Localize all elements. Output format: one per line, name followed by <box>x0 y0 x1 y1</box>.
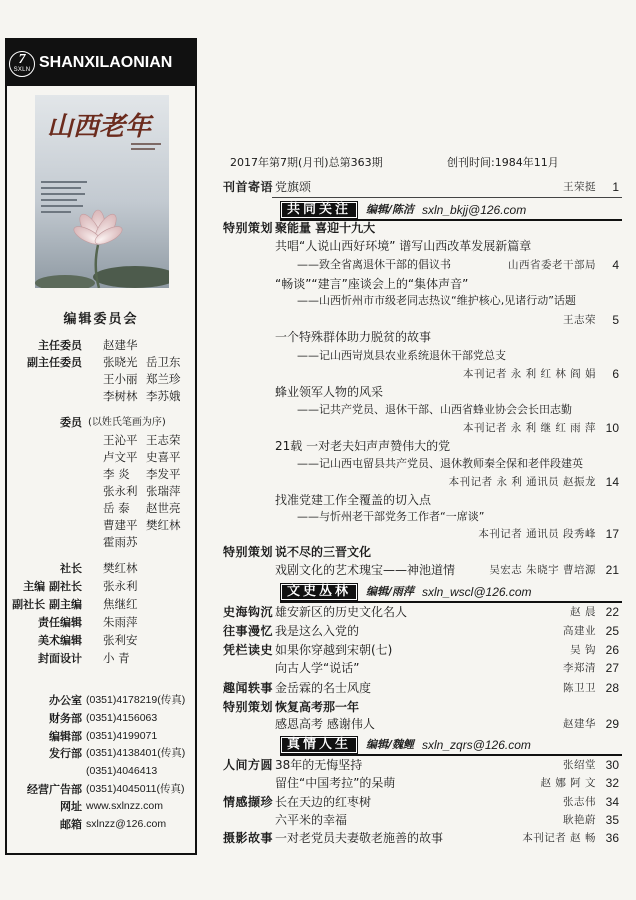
section-email: sxln_bkjj@126.com <box>422 203 527 217</box>
toc-entry <box>215 756 622 774</box>
toc-page: 28 <box>605 681 619 695</box>
staff-name: 张永利 <box>103 579 138 593</box>
toc-entry <box>215 715 622 733</box>
toc-title: 感恩高考 感谢伟人 <box>275 717 375 731</box>
toc-title: 长在天边的红枣树 <box>275 795 372 809</box>
toc-title: 恢复高考那一年 <box>275 700 360 714</box>
toc-feature-heading <box>215 698 622 716</box>
toc-title: 我是这么入党的 <box>275 624 360 638</box>
board-note: (以姓氏笔画为序) <box>88 417 166 428</box>
toc-author: 张绍堂 <box>563 759 596 771</box>
toc-title: 蜂业领军人物的风采 <box>275 385 384 399</box>
board-row-chair <box>0 337 200 354</box>
toc-feature-heading <box>215 543 622 561</box>
toc-category: 特别策划 <box>223 700 274 714</box>
section-editor: 编辑/魏鲤 <box>366 738 415 751</box>
toc-title: 找准党建工作全覆盖的切入点 <box>275 493 432 507</box>
board-name: 赵世亮 <box>146 501 181 515</box>
staff-label: 副社长 副主编 <box>12 598 82 611</box>
toc-page: 4 <box>612 258 619 272</box>
board-label: 副主任委员 <box>27 356 82 369</box>
toc-category: 特别策划 <box>223 221 274 235</box>
toc-entry <box>215 811 622 829</box>
toc-entry <box>215 603 622 621</box>
toc-page: 36 <box>605 831 619 845</box>
board-row-members <box>0 534 200 551</box>
toc-title: 一个特殊群体助力脱贫的故事 <box>275 330 432 344</box>
toc-entry-line <box>215 311 622 329</box>
board-name: 樊红林 <box>146 518 181 532</box>
contact-label: 财务部 <box>49 712 82 725</box>
toc-entry <box>215 774 622 792</box>
toc-author: 山西省委老干部局 <box>508 259 596 271</box>
contact-row <box>0 816 200 833</box>
board-row-members <box>0 517 200 534</box>
board-name: 李苏娥 <box>146 389 181 403</box>
staff-row <box>0 578 200 595</box>
toc-category: 刊首寄语 <box>223 180 274 194</box>
board-row-members <box>0 483 200 500</box>
toc-title: 38年的无悔坚持 <box>275 758 363 772</box>
board-name: 霍雨苏 <box>103 535 138 549</box>
toc-page: 25 <box>605 624 619 638</box>
board-name: 史喜平 <box>146 450 181 464</box>
toc-author: 本刊记者 永 利 红 林 阎 娟 <box>462 368 596 380</box>
board-row-vice <box>0 371 200 388</box>
toc-entry-line <box>215 365 622 383</box>
logo-mark-number: 7 <box>18 52 26 67</box>
toc-page: 14 <box>605 475 619 489</box>
staff-name: 张利安 <box>103 633 138 647</box>
contact-phone: (0351)4138401(传真) <box>86 747 186 759</box>
toc-title: 党旗颂 <box>275 180 312 194</box>
board-name: 王小丽 <box>103 372 138 386</box>
toc-category: 人间方圆 <box>223 758 274 772</box>
toc-entry <box>215 178 622 196</box>
toc-title: 一对老党员夫妻敬老施善的故事 <box>275 831 444 845</box>
board-row-members <box>0 432 200 449</box>
board-row-members <box>0 466 200 483</box>
cover-title: 山西老年 <box>47 112 152 142</box>
toc-subtitle: ——山西忻州市市级老同志热议“维护核心,见诸行动”话题 <box>297 294 576 307</box>
contact-label: 发行部 <box>49 747 82 760</box>
toc-title: “畅谈”“建言”座谈会上的“集体声音” <box>275 277 469 291</box>
toc-feature-heading <box>215 219 622 237</box>
toc-entry-line <box>215 473 622 491</box>
toc-title: 共唱“人说山西好环境” 谱写山西改革发展新篇章 <box>275 239 532 253</box>
staff-name: 樊红林 <box>103 561 138 575</box>
toc-category: 凭栏读史 <box>223 643 274 657</box>
toc-author: 赵 晨 <box>570 606 596 618</box>
toc-entry <box>215 622 622 640</box>
board-name: 李发平 <box>146 467 181 481</box>
toc-entry <box>215 679 622 697</box>
toc-subtitle: ——致全省离退休干部的倡议书 <box>297 258 451 271</box>
toc-entry <box>215 275 622 293</box>
board-name: 张瑞萍 <box>146 484 181 498</box>
section-editor: 编辑/雨萍 <box>366 585 415 598</box>
board-label: 主任委员 <box>38 339 82 352</box>
toc-entry <box>215 641 622 659</box>
toc-page: 29 <box>605 717 619 731</box>
board-name: 李树林 <box>103 389 138 403</box>
contact-phone: (0351)4199071 <box>86 730 158 742</box>
staff-row <box>0 560 200 577</box>
divider <box>272 197 622 198</box>
toc-entry <box>215 491 622 509</box>
toc-author: 王荣挺 <box>563 181 596 193</box>
founded-date: 创刊时间:1984年11月 <box>447 156 559 169</box>
toc-category: 情感撷珍 <box>223 795 274 809</box>
toc-page: 27 <box>605 661 619 675</box>
toc-entry-line <box>215 508 622 526</box>
toc-author: 赵 娜 阿 文 <box>540 777 596 789</box>
contact-row <box>0 692 200 709</box>
toc-page: 5 <box>612 313 619 327</box>
contact-row <box>0 763 200 780</box>
toc-subtitle: ——与忻州老干部党务工作者“一席谈” <box>297 510 485 523</box>
toc-author: 吴 钩 <box>570 644 596 656</box>
staff-row <box>0 650 200 667</box>
toc-entry <box>215 829 622 847</box>
toc-author: 吴宏志 朱晓宇 曹培源 <box>489 564 596 576</box>
staff-label: 封面设计 <box>38 652 82 665</box>
toc-entry <box>215 383 622 401</box>
board-name: 李 炎 <box>103 467 130 481</box>
toc-title: 戏剧文化的艺术瑰宝——神池道情 <box>275 563 456 577</box>
brand-name: SHANXILAONIAN <box>39 54 173 71</box>
toc-entry-line <box>215 455 622 473</box>
board-row-vice <box>0 388 200 405</box>
section-name: 真情人生 <box>280 736 358 754</box>
cover-image <box>35 95 169 288</box>
section-email: sxln_zqrs@126.com <box>422 738 531 752</box>
toc-page: 6 <box>612 367 619 381</box>
contact-phone: (0351)4045011(传真) <box>86 783 185 795</box>
editorial-board-heading: 编辑委员会 <box>63 312 139 327</box>
toc-page: 34 <box>605 795 619 809</box>
toc-category: 往事漫忆 <box>223 624 274 638</box>
toc-category: 特别策划 <box>223 545 274 559</box>
logo-circle-icon <box>9 51 35 77</box>
email-address: sxlnzz@126.com <box>86 818 167 830</box>
toc-author: 李郑清 <box>563 662 596 674</box>
toc-author: 耿艳蔚 <box>563 814 596 826</box>
board-row-members <box>0 500 200 517</box>
board-name: 王沁平 <box>103 433 138 447</box>
toc-title: 向古人学“说话” <box>275 661 360 675</box>
board-label: 委员 <box>60 416 82 429</box>
toc-title: 如果你穿越到宋朝(七) <box>275 643 393 657</box>
toc-subtitle: ——记山西屯留县共产党员、退休教师秦全保和老伴段建英 <box>297 457 583 470</box>
toc-page: 17 <box>605 527 619 541</box>
website-url: www.sxlnzz.com <box>86 800 164 812</box>
toc-author: 本刊记者 赵 畅 <box>522 832 596 844</box>
board-row-members <box>0 449 200 466</box>
toc-entry <box>215 561 622 579</box>
staff-name: 焦继红 <box>103 597 138 611</box>
board-name: 岳卫东 <box>146 355 181 369</box>
toc-title: 雄安新区的历史文化名人 <box>275 605 408 619</box>
board-name: 赵建华 <box>103 338 138 352</box>
contact-label: 编辑部 <box>49 730 82 743</box>
toc-author: 本刊记者 永 利 继 红 雨 萍 <box>462 422 596 434</box>
contact-phone: (0351)4178219(传真) <box>86 694 186 706</box>
staff-name: 朱雨萍 <box>103 615 138 629</box>
board-name: 张晓光 <box>103 355 138 369</box>
toc-entry-line <box>215 525 622 543</box>
toc-page: 30 <box>605 758 619 772</box>
board-row-vice <box>0 354 200 371</box>
staff-row <box>0 596 200 613</box>
toc-subtitle: ——记山西岢岚县农业系统退休干部党总支 <box>297 349 506 362</box>
toc-page: 22 <box>605 605 619 619</box>
toc-page: 35 <box>605 813 619 827</box>
toc-page: 10 <box>605 421 619 435</box>
toc-entry-line <box>215 347 622 365</box>
board-row-members <box>0 414 200 431</box>
toc-category: 史海钩沉 <box>223 605 274 619</box>
toc-title: 六平米的幸福 <box>275 813 348 827</box>
toc-author: 本刊记者 通讯员 段秀峰 <box>478 528 596 540</box>
section-banner <box>280 201 622 221</box>
logo-mark-letters: SXLN <box>13 67 31 73</box>
staff-row <box>0 632 200 649</box>
board-name: 曹建平 <box>103 518 138 532</box>
staff-label: 社长 <box>60 562 82 575</box>
board-name: 岳 泰 <box>103 501 130 515</box>
section-editor: 编辑/陈洁 <box>366 203 415 216</box>
toc-category: 摄影故事 <box>223 831 274 845</box>
contact-label: 经营广告部 <box>27 783 82 796</box>
toc-title: 聚能量 喜迎十九大 <box>275 221 376 235</box>
contact-row <box>0 710 200 727</box>
toc-entry <box>215 659 622 677</box>
toc-entry <box>215 793 622 811</box>
toc-title: 说不尽的三晋文化 <box>275 545 372 559</box>
toc-page: 1 <box>612 180 619 194</box>
toc-entry <box>215 328 622 346</box>
toc-subtitle: ——记共产党员、退休干部、山西省蜂业协会会长田志勤 <box>297 403 572 416</box>
contact-phone: (0351)4156063 <box>86 712 158 724</box>
toc-page: 32 <box>605 776 619 790</box>
toc-page: 21 <box>605 563 619 577</box>
toc-entry-line <box>215 419 622 437</box>
staff-label: 责任编辑 <box>38 616 82 629</box>
toc-title: 21载 一对老夫妇声声赞伟大的党 <box>275 439 451 453</box>
contact-label: 网址 <box>60 800 82 813</box>
toc-entry <box>215 237 622 255</box>
contact-row <box>0 798 200 815</box>
section-name: 共同关注 <box>280 201 358 219</box>
issue-number: 2017年第7期(月刊)总第363期 <box>230 156 383 169</box>
section-name: 文史丛林 <box>280 583 358 601</box>
toc-title: 留住“中国考拉”的呆萌 <box>275 776 396 790</box>
staff-name: 小 青 <box>103 651 130 665</box>
staff-label: 美术编辑 <box>38 634 82 647</box>
contact-row <box>0 781 200 798</box>
contact-phone: (0351)4046413 <box>86 765 158 777</box>
toc-entry-line <box>215 292 622 310</box>
board-name: 郑兰珍 <box>146 372 181 386</box>
board-name: 王志荣 <box>146 433 181 447</box>
toc-entry-line <box>215 401 622 419</box>
section-email: sxln_wscl@126.com <box>422 585 532 599</box>
contact-label: 办公室 <box>49 694 82 707</box>
board-name: 张永利 <box>103 484 138 498</box>
toc-author: 张志伟 <box>563 796 596 808</box>
toc-author: 本刊记者 永 利 通讯员 赵振龙 <box>448 476 596 488</box>
toc-author: 陈卫卫 <box>563 682 596 694</box>
section-banner <box>280 583 622 603</box>
toc-author: 高建业 <box>563 625 596 637</box>
contact-label: 邮箱 <box>60 818 82 831</box>
section-banner <box>280 736 622 756</box>
staff-label: 主编 副社长 <box>23 580 82 593</box>
toc-page: 26 <box>605 643 619 657</box>
toc-author: 王志荣 <box>563 314 596 326</box>
staff-row <box>0 614 200 631</box>
toc-category: 趣闻轶事 <box>223 681 274 695</box>
contact-row <box>0 728 200 745</box>
toc-entry-line <box>215 256 622 274</box>
contact-row <box>0 745 200 762</box>
toc-author: 赵建华 <box>563 718 596 730</box>
board-name: 卢文平 <box>103 450 138 464</box>
toc-title: 金岳霖的名士风度 <box>275 681 372 695</box>
toc-entry <box>215 437 622 455</box>
